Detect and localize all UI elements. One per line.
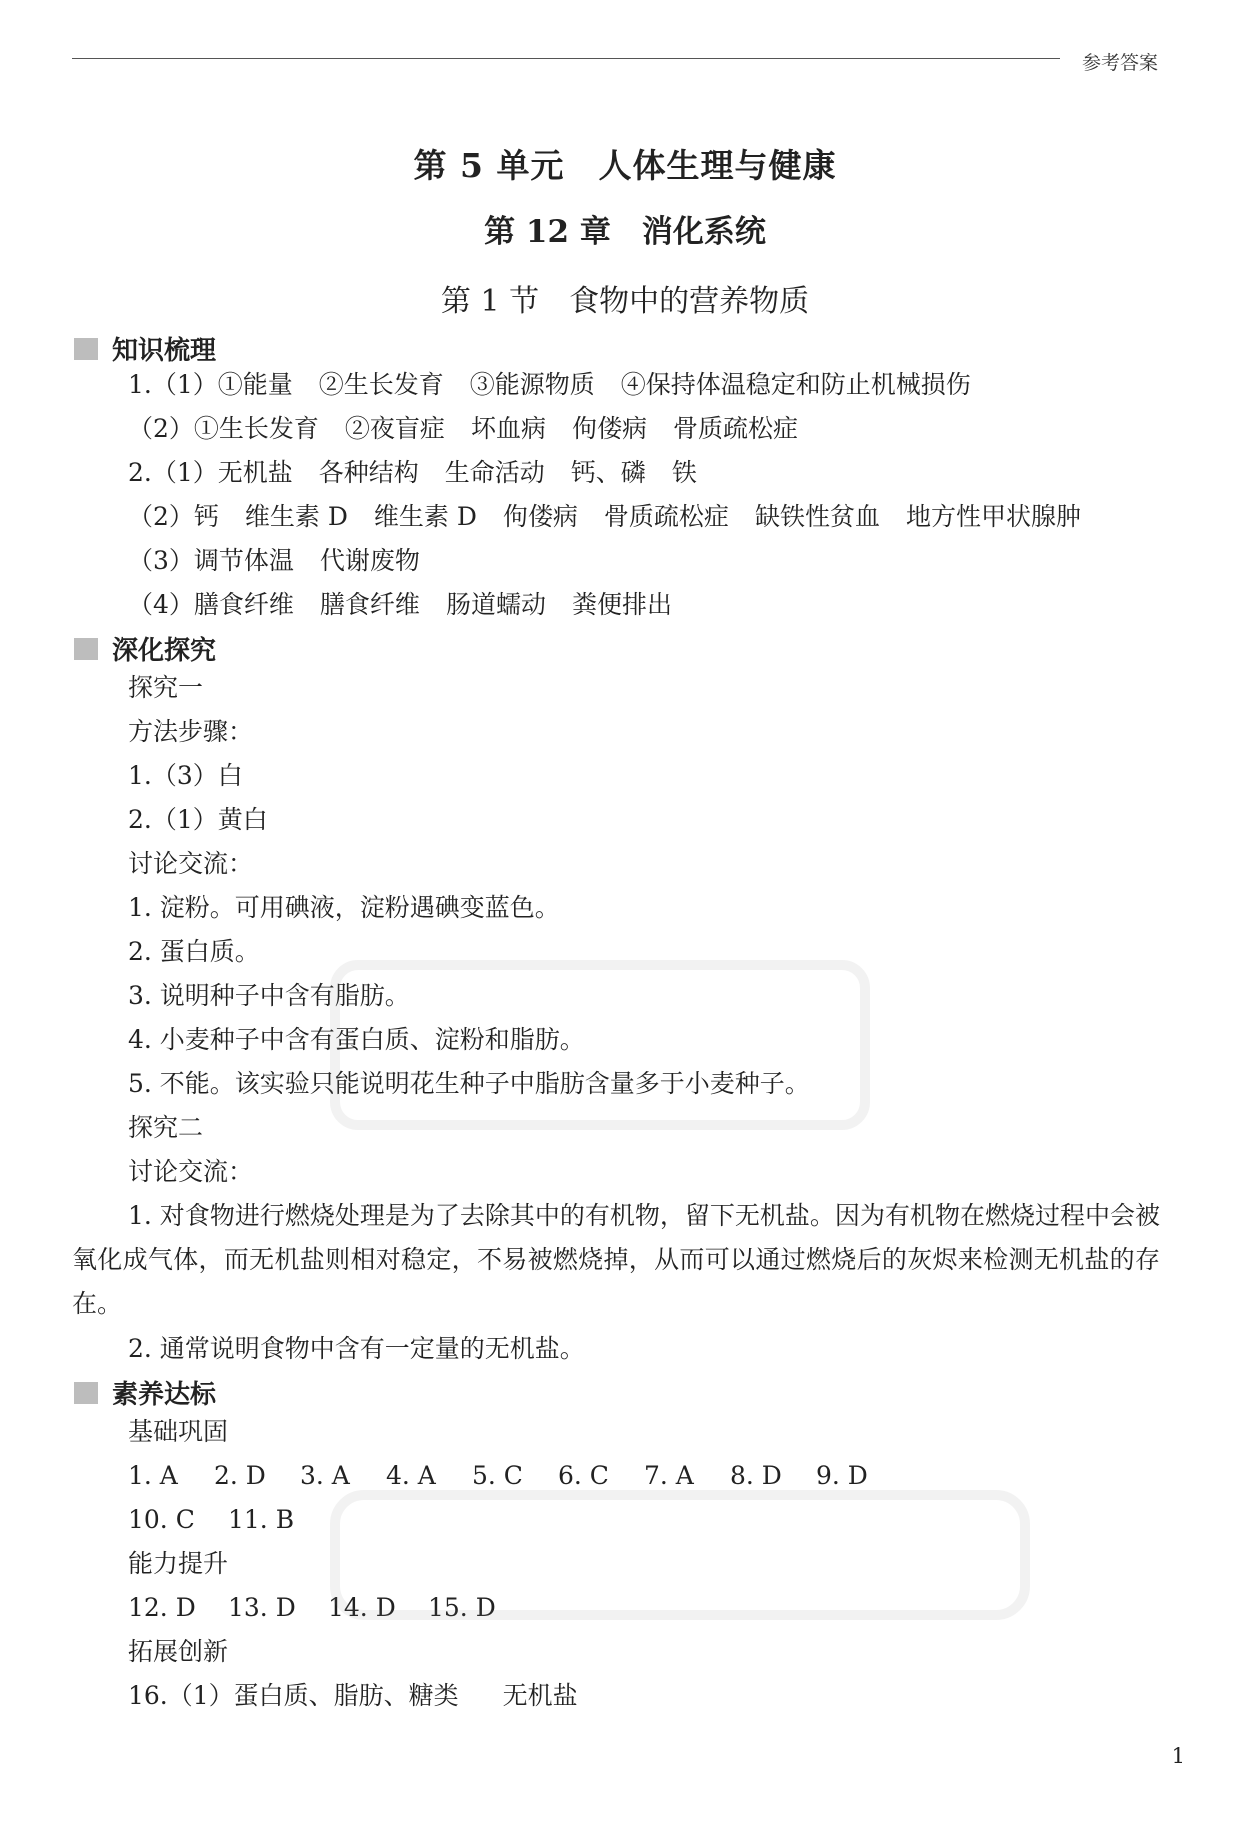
section-heading-knowledge: 知识梳理 [74,330,216,367]
discussion-item-3: 3. 说明种子中含有脂肪。 [128,981,410,1010]
knowledge-line-5: （3）调节体温 代谢废物 [128,546,420,575]
section-heading-explore: 深化探究 [74,630,216,667]
section-marker-icon [74,1382,98,1404]
section-marker-icon [74,638,98,660]
method-item-2: 2.（1）黄白 [128,805,268,834]
section-heading-literacy: 素养达标 [74,1374,216,1411]
knowledge-line-2: （2）①生长发育 ②夜盲症 坏血病 佝偻病 骨质疏松症 [128,414,798,443]
discussion-2-paragraph-2: 2. 通常说明食物中含有一定量的无机盐。 [128,1334,585,1363]
discussion-label: 讨论交流： [128,849,254,878]
knowledge-line-1: 1.（1）①能量 ②生长发育 ③能源物质 ④保持体温稳定和防止机械损伤 [128,370,971,399]
knowledge-line-4: （2）钙 维生素 D 维生素 D 佝偻病 骨质疏松症 缺铁性贫血 地方性甲状腺肿 [128,502,1081,531]
discussion-2-label: 讨论交流： [128,1157,254,1186]
inquiry-1-label: 探究一 [128,673,204,702]
page-number: 1 [1171,1744,1185,1768]
section-marker-icon [74,338,98,360]
basic-answers-row-2: 10. C 11. B [128,1505,295,1534]
ability-label: 能力提升 [128,1549,229,1578]
inquiry-2-label: 探究二 [128,1113,204,1142]
method-label: 方法步骤： [128,717,254,746]
discussion-item-5: 5. 不能。该实验只能说明花生种子中脂肪含量多于小麦种子。 [128,1069,810,1098]
chapter-title: 第 12 章 消化系统 [484,214,766,250]
basic-answers-row-1: 1. A 2. D 3. A 4. A 5. C 6. C 7. A 8. D 9. D [128,1461,868,1490]
header-rule [72,58,1060,59]
unit-title: 第 5 单元 人体生理与健康 [413,146,837,185]
basic-label: 基础巩固 [128,1417,229,1446]
discussion-2-paragraph-1: 1. 对食物进行燃烧处理是为了去除其中的有机物，留下无机盐。因为有机物在燃烧过程中会被氧化成气体，而无机盐则相对稳定，不易被燃烧掉，从而可以通过燃烧后的灰烬来检测无机盐的存在。 [72,1201,1160,1318]
knowledge-line-3: 2.（1）无机盐 各种结构 生命活动 钙、磷 铁 [128,458,697,487]
section-title: 第 1 节 食物中的营养物质 [440,284,810,319]
extend-label: 拓展创新 [128,1637,229,1666]
discussion-item-4: 4. 小麦种子中含有蛋白质、淀粉和脂肪。 [128,1025,585,1054]
ability-answers-row: 12. D 13. D 14. D 15. D [128,1593,496,1622]
knowledge-line-6: （4）膳食纤维 膳食纤维 肠道蠕动 粪便排出 [128,590,672,619]
header-label: 参考答案 [1081,52,1158,74]
method-item-1: 1.（3）白 [128,761,243,790]
extend-line: 16.（1）蛋白质、脂肪、糖类 无机盐 [128,1681,578,1710]
discussion-item-1: 1. 淀粉。可用碘液，淀粉遇碘变蓝色。 [128,893,560,922]
discussion-item-2: 2. 蛋白质。 [128,937,260,966]
